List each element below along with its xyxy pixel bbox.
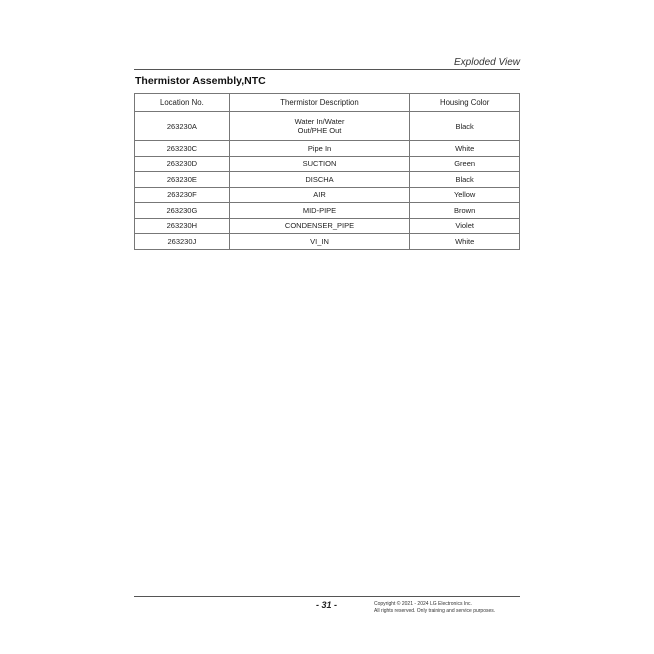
table-row	[135, 234, 520, 250]
housing-color-cell: Green	[410, 156, 520, 172]
header-divider	[134, 69, 520, 70]
housing-color-cell: Yellow	[410, 187, 520, 203]
section-title: Thermistor Assembly,NTC	[135, 75, 266, 87]
location-cell: 263230J	[135, 234, 230, 250]
table-row	[135, 141, 520, 157]
column-header-housing-color: Housing Color	[410, 94, 520, 112]
description-cell	[229, 112, 410, 141]
table-row	[135, 187, 520, 203]
description-cell: AIR	[229, 187, 410, 203]
description-cell: CONDENSER_PIPE	[229, 218, 410, 234]
thermistor-table	[134, 93, 520, 250]
table-row	[135, 203, 520, 219]
table-header-row	[135, 94, 520, 112]
housing-color-cell: White	[410, 141, 520, 157]
location-cell: 263230C	[135, 141, 230, 157]
page-number: - 31 -	[316, 600, 338, 610]
copyright-line: Copyright © 2021 - 2024 LG Electronics Inc.	[374, 601, 472, 607]
table-row	[135, 156, 520, 172]
column-header-location: Location No.	[135, 94, 230, 112]
location-cell: 263230E	[135, 172, 230, 188]
page-header-title: Exploded View	[454, 57, 520, 68]
description-cell: VI_IN	[229, 234, 410, 250]
description-cell: MID-PIPE	[229, 203, 410, 219]
housing-color-cell: Black	[410, 172, 520, 188]
location-cell: 263230G	[135, 203, 230, 219]
location-cell: 263230F	[135, 187, 230, 203]
description-line: Water In/Water	[294, 117, 345, 126]
housing-color-cell: Violet	[410, 218, 520, 234]
housing-color-cell: Black	[410, 112, 520, 141]
description-cell: Pipe In	[229, 141, 410, 157]
table-row	[135, 218, 520, 234]
column-header-description: Thermistor Description	[229, 94, 410, 112]
location-cell: 263230D	[135, 156, 230, 172]
copyright-line: All rights reserved. Only training and service purposes.	[374, 608, 496, 614]
footer-divider	[134, 596, 520, 597]
location-cell: 263230H	[135, 218, 230, 234]
copyright-notice	[374, 601, 495, 615]
description-cell: SUCTION	[229, 156, 410, 172]
location-cell: 263230A	[135, 112, 230, 141]
housing-color-cell: Brown	[410, 203, 520, 219]
description-cell: DISCHA	[229, 172, 410, 188]
housing-color-cell: White	[410, 234, 520, 250]
table-row	[135, 172, 520, 188]
table-row	[135, 112, 520, 141]
description-line: Out/PHE Out	[297, 126, 342, 135]
